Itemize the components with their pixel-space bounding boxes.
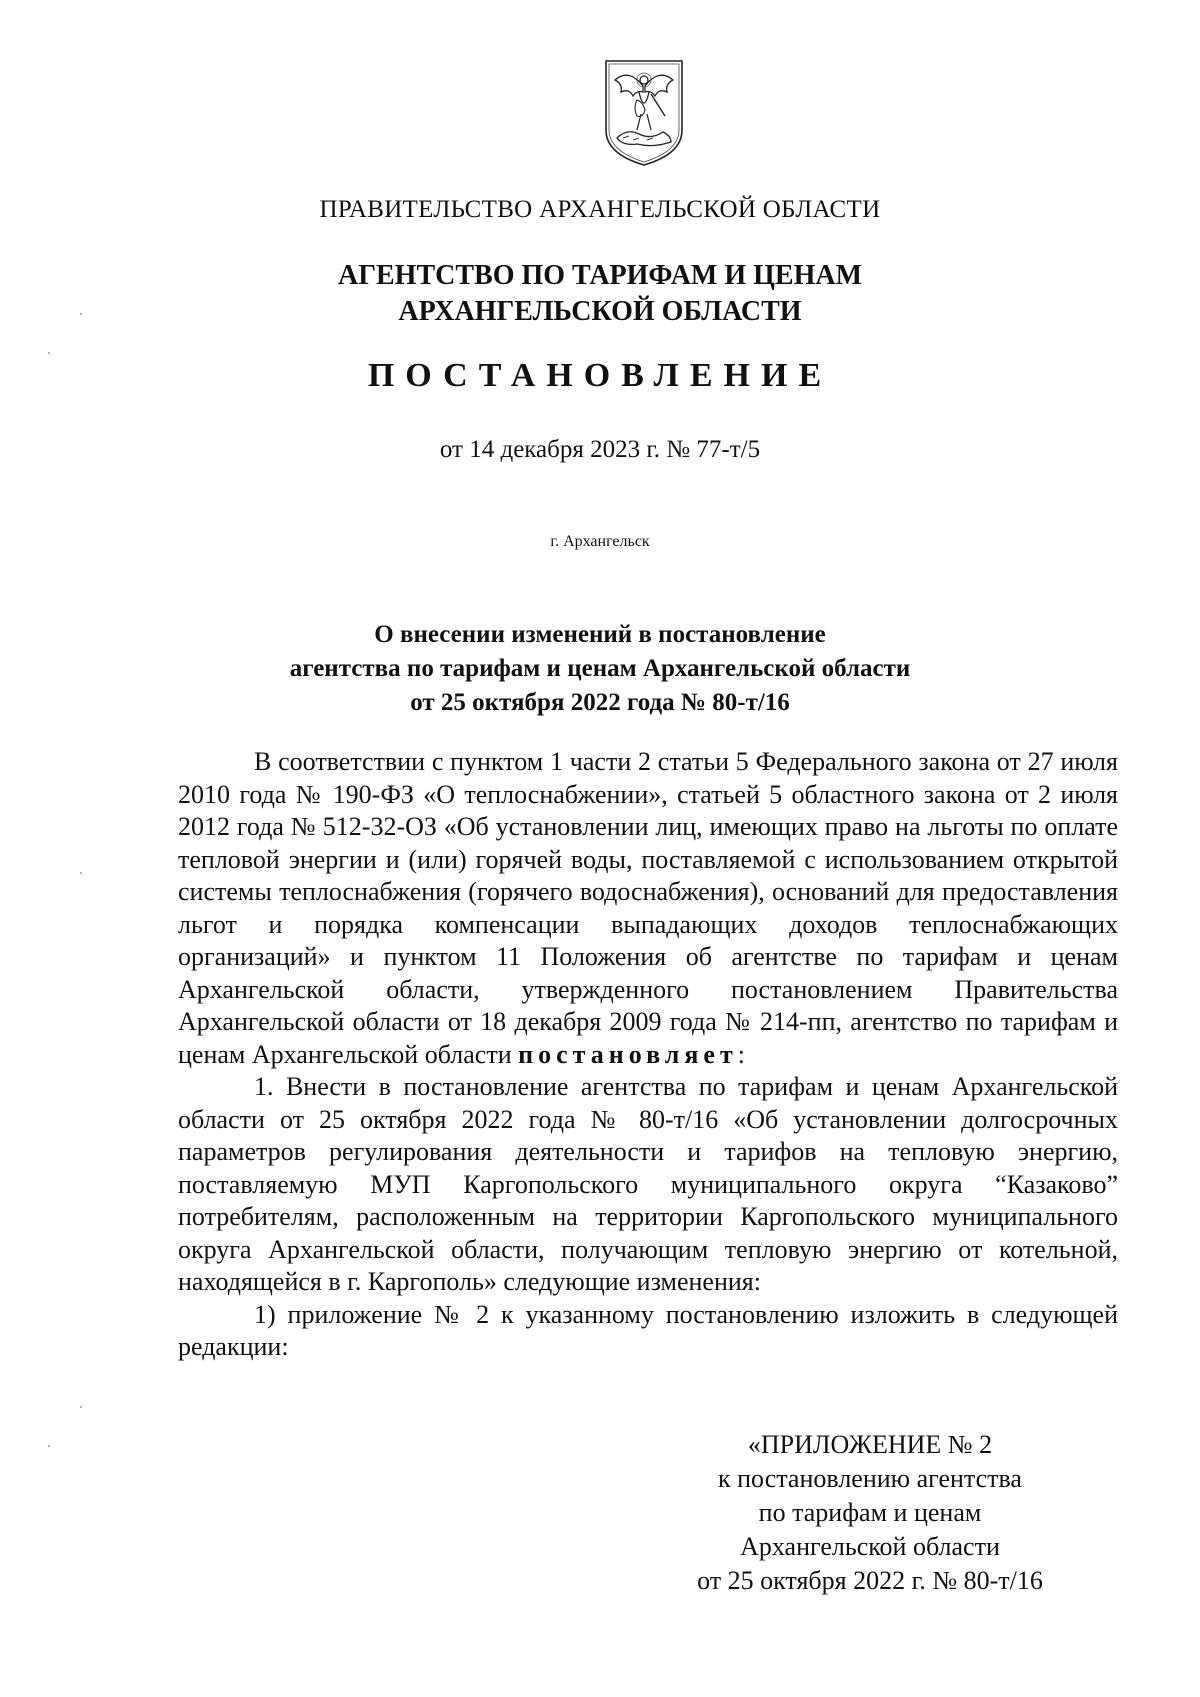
agency-name-line1: АГЕНТСТВО ПО ТАРИФАМ И ЦЕНАМ	[337, 260, 863, 291]
scan-speck	[48, 1445, 50, 1447]
body-paragraph-item-1: 1. Внести в постановление агентства по тарифам и ценам Архангельской области от 25 октября 2022 года № 80-т/16 «Об установлении долгосрочных параметров регулирования деятельности и тарифов на тепловую энергию, поставляемую МУП Каргопольского муниципального округа “Казаково” потребителям, расположенным на территории Каргопольского муниципального округа Архангельской области, получающим тепловую энергию от котельной, находящейся в г. Каргополь» следующие изменения:	[178, 1072, 1118, 1296]
government-name: ПРАВИТЕЛЬСТВО АРХАНГЕЛЬСКОЙ ОБЛАСТИ	[319, 196, 881, 223]
document-city: г. Архангельск	[550, 533, 650, 550]
body-paragraph-preamble	[178, 746, 1118, 1071]
appendix-line2: к постановлению агентства	[718, 1464, 1022, 1493]
document-type: ПОСТАНОВЛЕНИЕ	[367, 357, 833, 394]
appendix-line3: по тарифам и ценам	[758, 1498, 982, 1527]
scan-speck	[80, 1406, 82, 1408]
document-date-number: от 14 декабря 2023 г. № 77-т/5	[439, 436, 761, 463]
agency-name	[0, 258, 1200, 330]
preamble-text: В соответствии с пунктом 1 части 2 статьи 5 Федерального закона от 27 июля 2010 года № 190-ФЗ «О теплоснабжении», статьей 5 областного закона от 2 июля 2012 года № 512-32-ОЗ «Об установлении лиц, имеющих право на льготы по оплате тепловой энергии и (или) горячей воды, поставляемой с использованием открытой системы теплоснабжения (горячего водоснабжения), оснований для предоставления льгот и порядка компенсации выпадающих доходов теплоснабжающих организаций» и пунктом 11 Положения об агентстве по тарифам и ценам Архангельской области, утвержденного постановлением Правительства Архангельской области от 18 декабря 2009 года № 214-пп, агентство по тарифам и ценам Архангельской области	[178, 747, 1118, 1069]
preamble-end: :	[737, 1039, 745, 1069]
subject-line3: от 25 октября 2022 года № 80-т/16	[410, 689, 790, 716]
agency-name-line2: АРХАНГЕЛЬСКОЙ ОБЛАСТИ	[398, 296, 802, 327]
appendix-line1: «ПРИЛОЖЕНИЕ № 2	[747, 1430, 993, 1459]
appendix-line4: Архангельской области	[740, 1532, 1000, 1561]
body-paragraph-subitem-1: 1) приложение № 2 к указанному постановлению изложить в следующей редакции:	[178, 1299, 1118, 1361]
scan-speck	[80, 872, 82, 874]
appendix-header	[650, 1428, 1090, 1598]
subject-line2: агентства по тарифам и ценам Архангельской области	[289, 655, 911, 682]
scan-speck	[48, 352, 50, 354]
appendix-line5: от 25 октября 2022 г. № 80-т/16	[697, 1566, 1043, 1595]
document-body	[178, 746, 1118, 1364]
document-subject	[0, 618, 1200, 720]
scan-speck	[80, 313, 82, 315]
subject-line1: О внесении изменений в постановление	[374, 621, 826, 648]
coat-of-arms-icon	[603, 58, 685, 168]
resolves-keyword: постановляет	[518, 1039, 738, 1069]
